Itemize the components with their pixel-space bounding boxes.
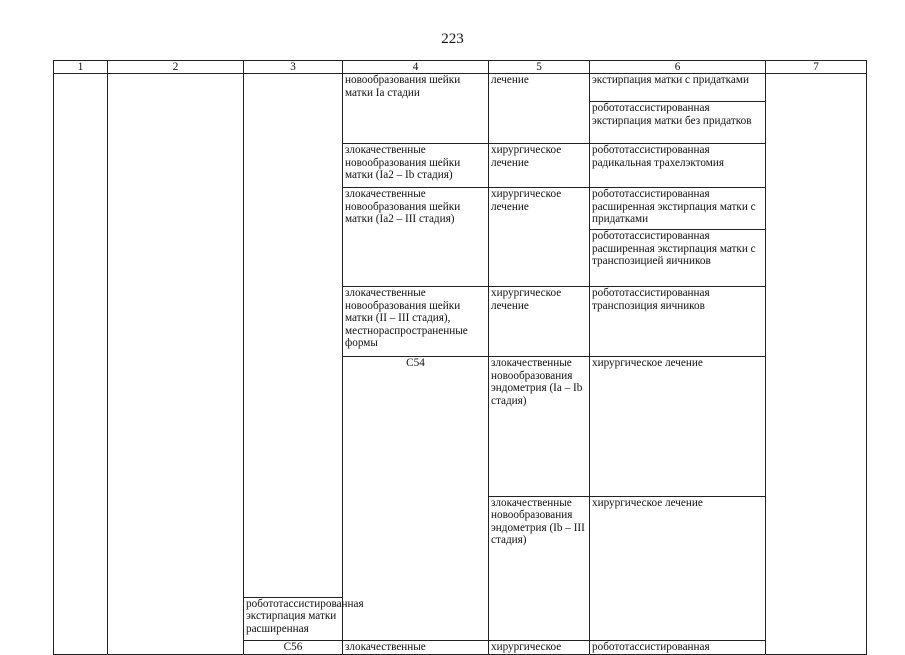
diagnosis-cell: злокачественные новообразования шейки матки (Ia2 – Ib стадия) xyxy=(343,144,489,188)
table-row xyxy=(54,74,867,102)
treatment-cell: хирургическое лечение xyxy=(489,287,590,357)
diagnosis-cell: злокачественные новообразования шейки матки (II – III стадия), местнораспространенные формы xyxy=(343,287,489,357)
method-cell: робототассистированная транспозиция яичников xyxy=(590,287,766,357)
method-cell: робототассистированная радикальная трахелэктомия xyxy=(590,144,766,188)
column-number: 5 xyxy=(489,61,590,74)
code-cell: C56 xyxy=(244,640,343,654)
code-cell xyxy=(244,74,343,598)
col2-cell xyxy=(108,74,244,655)
col1-cell xyxy=(54,74,108,655)
diagnosis-cell: злокачественные новообразования шейки матки (Ia2 – III стадия) xyxy=(343,188,489,287)
treatment-cell: хирургическое лечение xyxy=(590,496,766,640)
treatment-cell: лечение xyxy=(489,74,590,144)
diagnosis-cell: злокачественные xyxy=(343,640,489,654)
column-number: 7 xyxy=(766,61,867,74)
treatment-cell: хирургическое лечение xyxy=(489,144,590,188)
column-number: 3 xyxy=(244,61,343,74)
column-number: 6 xyxy=(590,61,766,74)
column-number: 1 xyxy=(54,61,108,74)
code-cell: C54 xyxy=(343,357,489,641)
method-cell: робототассистированная экстирпация матки без придатков xyxy=(590,102,766,144)
method-cell: робототассистированная расширенная экстирпация матки с транспозицией яичников xyxy=(590,230,766,287)
col7-cell xyxy=(766,74,867,655)
diagnosis-cell: злокачественные новообразования эндометрия (Ia – Ib стадия) xyxy=(489,357,590,497)
column-number: 2 xyxy=(108,61,244,74)
treatment-cell: хирургическое лечение xyxy=(489,188,590,287)
column-number-row xyxy=(54,61,867,74)
medical-care-table xyxy=(53,60,867,655)
diagnosis-cell: новообразования шейки матки Ia стадии xyxy=(343,74,489,144)
method-cell: робототассистированная экстирпация матки расширенная xyxy=(244,597,343,640)
diagnosis-cell: злокачественные новообразования эндометрия (Ib – III стадия) xyxy=(489,496,590,640)
treatment-cell: хирургическое лечение xyxy=(590,357,766,497)
method-cell: робототассистированная расширенная экстирпация матки с придатками xyxy=(590,188,766,230)
treatment-cell: хирургическое xyxy=(489,640,590,654)
method-cell: экстирпация матки с придатками xyxy=(590,74,766,102)
column-number: 4 xyxy=(343,61,489,74)
page-number: 223 xyxy=(441,31,464,47)
method-cell: робототассистированная xyxy=(590,640,766,654)
